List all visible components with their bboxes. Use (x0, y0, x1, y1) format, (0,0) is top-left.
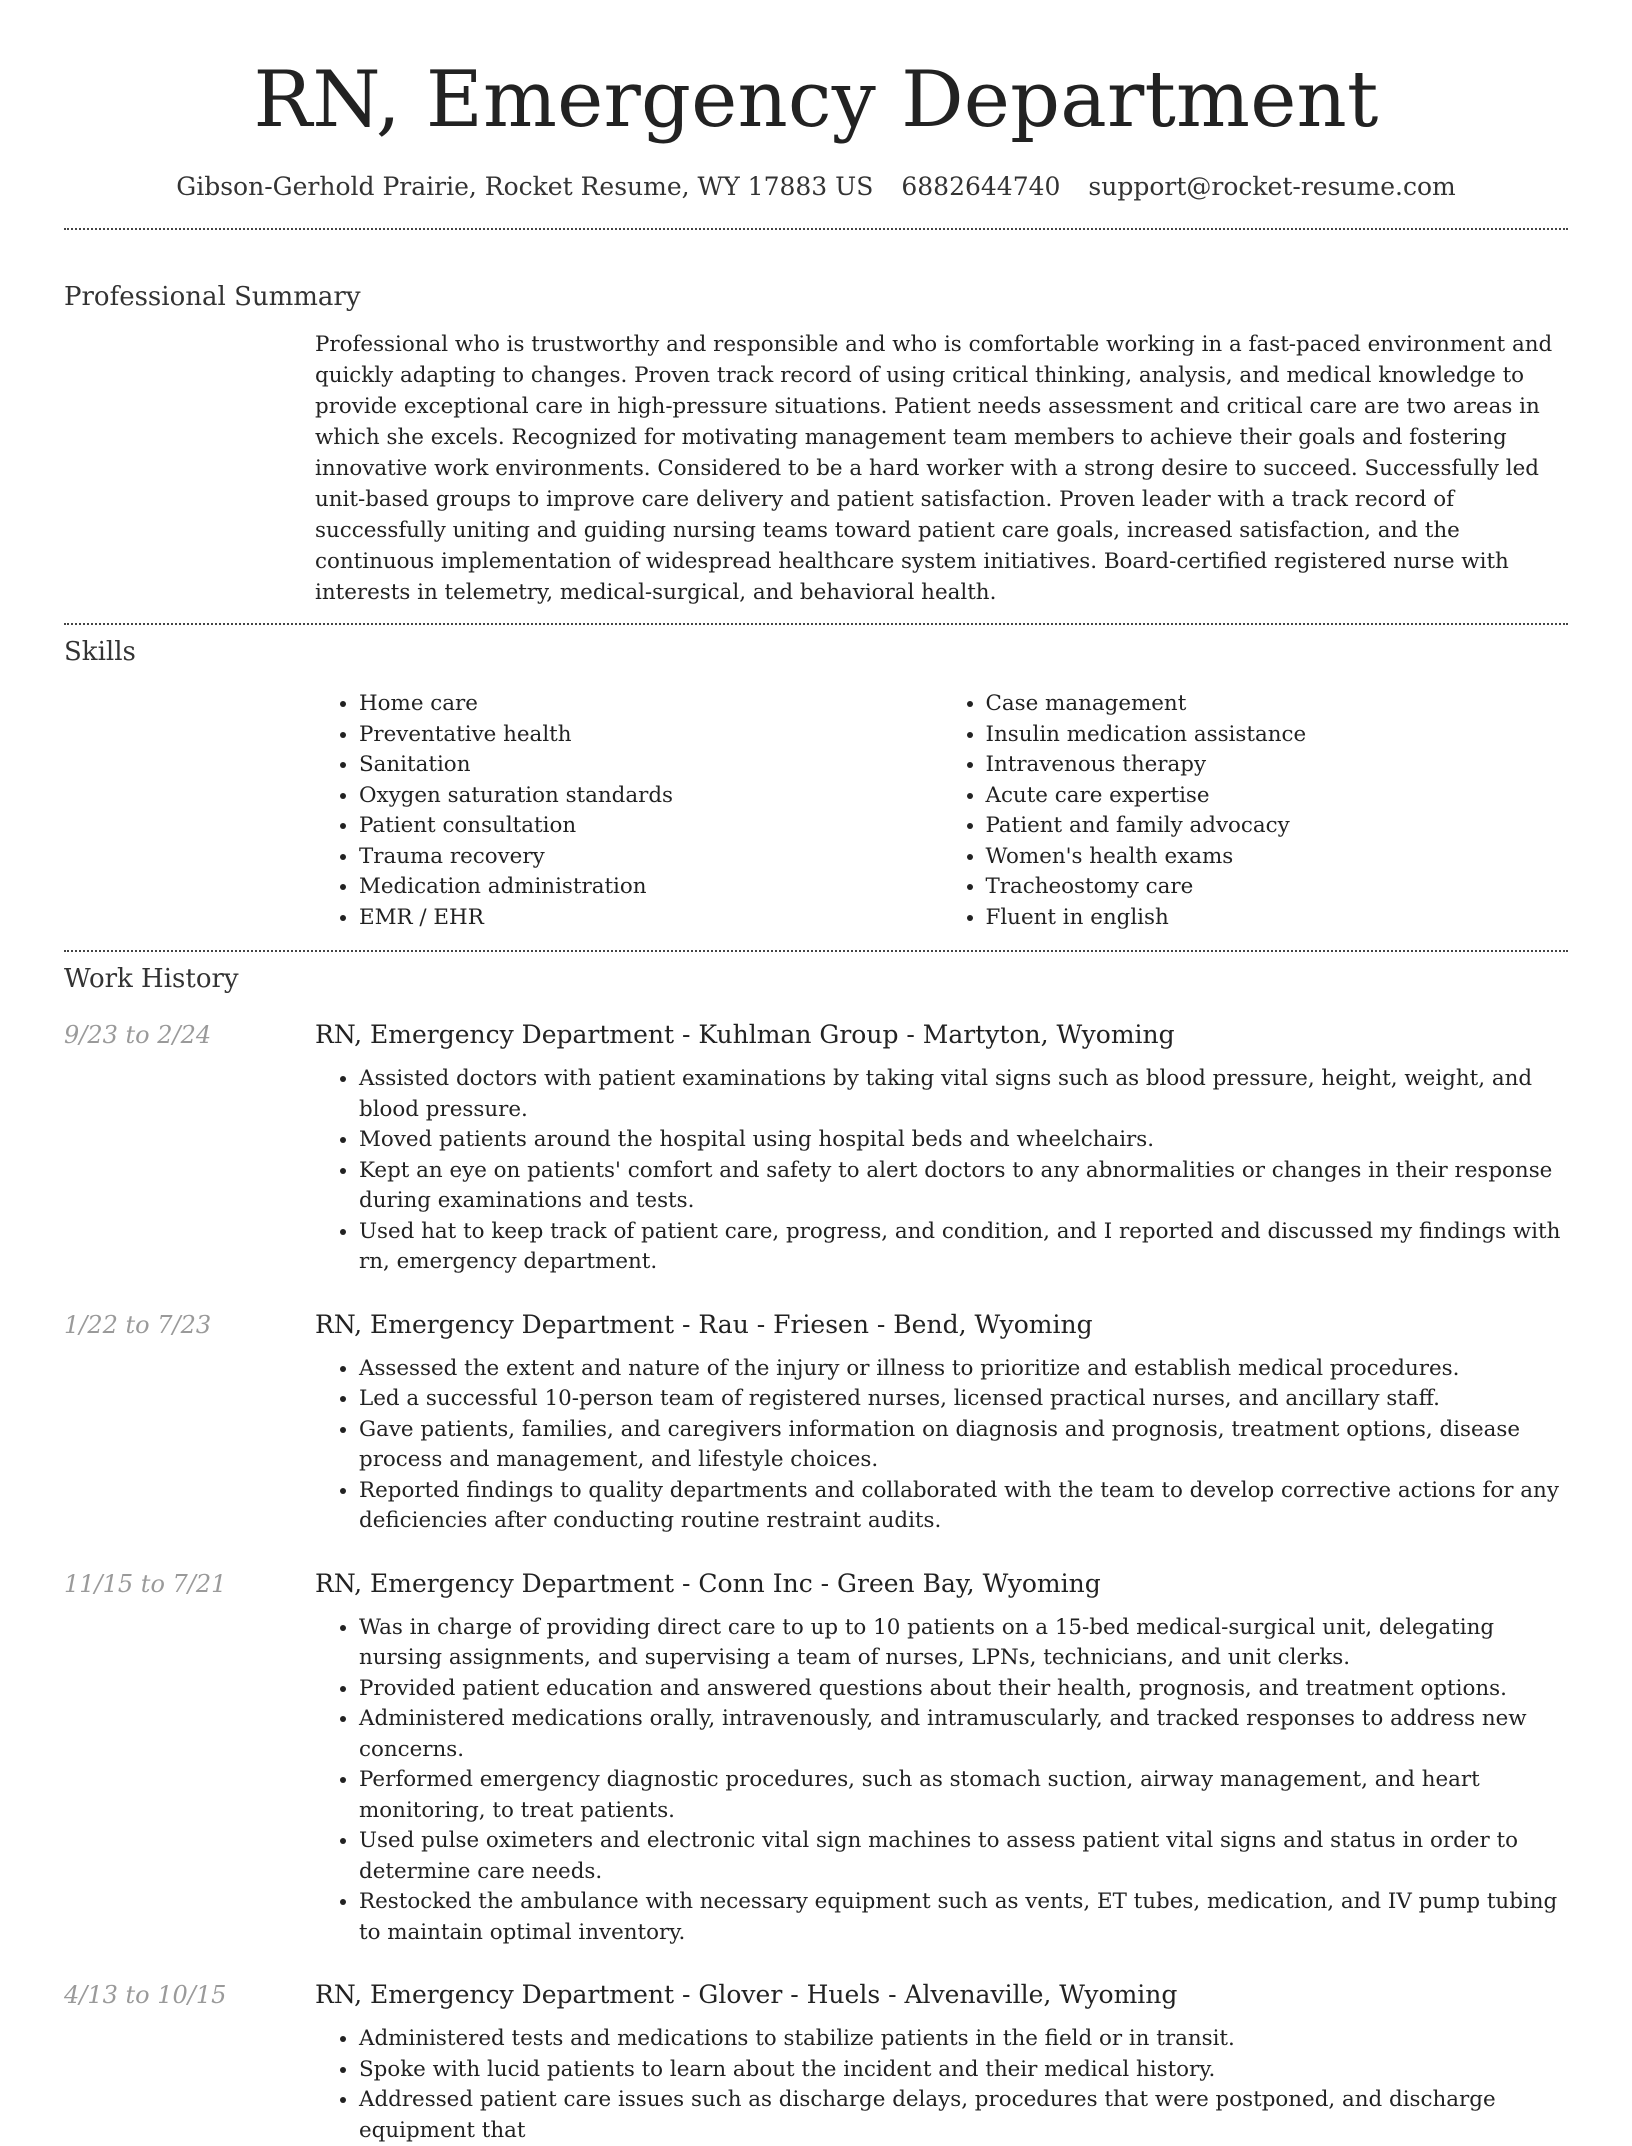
skills-right-list (942, 689, 1569, 933)
job-bullet: • Assisted doctors with patient examinations by taking vital signs such as blood pressure, height, weight, and blood pressure. (359, 1064, 1568, 1125)
skill-item: • Acute care expertise (986, 781, 1569, 812)
skill-item: • Medication administration (359, 872, 942, 903)
resume-name: RN, Emergency Department (253, 55, 1379, 145)
skill-item: • Home care (359, 689, 942, 720)
skills-left-list (315, 689, 942, 933)
contact-email[interactable]: support@rocket-resume.com (1088, 172, 1456, 201)
summary-text: Professional who is trustworthy and responsible and who is comfortable working in a fast-paced environment and quickly adapting to changes. Proven track record of using critical thinking, analysis, and medical knowledge to provide exceptional care in high-pressure situations. Patient needs assessment and critical care are two areas in which she excels. Recognized for motivating management team members to achieve their goals and fostering innovative work environments. Considered to be a hard worker with a strong desire to succeed. Successfully led unit-based groups to improve care delivery and patient satisfaction. Proven leader with a track record of successfully uniting and guiding nursing teams toward patient care goals, increased satisfaction, and the continuous implementation of widespread healthcare system initiatives. Board-certified registered nurse with interests in telemetry, medical-surgical, and behavioral health. (315, 332, 1553, 605)
job-dates: 4/13 to 10/15 (64, 1981, 227, 2009)
skills-title: Skills (64, 637, 136, 667)
resume-page (64, 0, 1568, 2146)
job-bullet: • Moved patients around the hospital using hospital beds and wheelchairs. (359, 1125, 1568, 1156)
job-bullet: • Used pulse oximeters and electronic vital sign machines to assess patient vital signs and status in order to determine care needs. (359, 1826, 1568, 1887)
skills-section (64, 625, 1568, 933)
job-entry (64, 1308, 1568, 1537)
contact-line (64, 170, 1568, 204)
skill-item: • Tracheostomy care (986, 872, 1569, 903)
skill-item: • Insulin medication assistance (986, 720, 1569, 751)
contact-phone: 6882644740 (901, 172, 1061, 201)
job-bullets (315, 1064, 1568, 1278)
job-bullets (315, 1613, 1568, 1949)
job-dates: 1/22 to 7/23 (64, 1310, 212, 1339)
job-bullet: • Provided patient education and answered questions about their health, prognosis, and treatment options. (359, 1674, 1568, 1705)
skill-item: • Intravenous therapy (986, 750, 1569, 781)
job-bullet: • Was in charge of providing direct care to up to 10 patients on a 15-bed medical-surgical unit, delegating nursing assignments, and supervising a team of nurses, LPNs, technicians, and unit clerks. (359, 1613, 1568, 1674)
job-bullet: • Performed emergency diagnostic procedures, such as stomach suction, airway management, and heart monitoring, to treat patients. (359, 1765, 1568, 1826)
job-title: RN, Emergency Department - Rau - Friesen - Bend, Wyoming (315, 1309, 1093, 1339)
job-bullet: • Administered medications orally, intravenously, and intramuscularly, and tracked responses to address new concerns. (359, 1704, 1568, 1765)
skill-item: • Preventative health (359, 720, 942, 751)
job-entry (64, 1018, 1568, 1278)
job-bullet: • Administered tests and medications to stabilize patients in the field or in transit. (359, 2024, 1568, 2055)
summary-body (315, 329, 1568, 608)
job-title: RN, Emergency Department - Glover - Huels - Alvenaville, Wyoming (315, 1980, 1178, 2009)
summary-section (64, 230, 1568, 608)
work-history-section (64, 952, 1568, 2146)
job-dates: 11/15 to 7/21 (64, 1569, 227, 1598)
job-bullet: • Restocked the ambulance with necessary equipment such as vents, ET tubes, medication, and IV pump tubing to maintain optimal inventory. (359, 1887, 1568, 1948)
skill-item: • Women's health exams (986, 842, 1569, 873)
job-entry (64, 1978, 1568, 2146)
job-bullets (315, 2024, 1568, 2146)
skill-item: • Patient consultation (359, 811, 942, 842)
skill-item: • Sanitation (359, 750, 942, 781)
job-dates: 9/23 to 2/24 (64, 1021, 212, 1049)
job-title: RN, Emergency Department - Conn Inc - Green Bay, Wyoming (315, 1568, 1101, 1598)
job-bullets (315, 1354, 1568, 1537)
resume-header (64, 0, 1568, 204)
job-bullet: • Reported findings to quality departments and collaborated with the team to develop corrective actions for any deficiencies after conducting routine restraint audits. (359, 1476, 1568, 1537)
skill-item: • Fluent in english (986, 903, 1569, 934)
job-bullet: • Used hat to keep track of patient care, progress, and condition, and I reported and discussed my findings with rn, emergency department. (359, 1217, 1568, 1278)
contact-address: Gibson-Gerhold Prairie, Rocket Resume, WY 17883 US (176, 172, 874, 201)
skill-item: • Patient and family advocacy (986, 811, 1569, 842)
skill-item: • EMR / EHR (359, 903, 942, 934)
job-title: RN, Emergency Department - Kuhlman Group - Martyton, Wyoming (315, 1020, 1175, 1049)
job-bullet: • Led a successful 10-person team of registered nurses, licensed practical nurses, and ancillary staff. (359, 1384, 1568, 1415)
job-bullet: • Addressed patient care issues such as discharge delays, procedures that were postponed, and discharge equipment that (359, 2085, 1568, 2146)
skill-item: • Trauma recovery (359, 842, 942, 873)
skill-item: • Case management (986, 689, 1569, 720)
job-bullet: • Gave patients, families, and caregivers information on diagnosis and prognosis, treatment options, disease process and management, and lifestyle choices. (359, 1415, 1568, 1476)
job-bullet: • Spoke with lucid patients to learn about the incident and their medical history. (359, 2055, 1568, 2086)
summary-title: Professional Summary (64, 282, 361, 312)
job-entry (64, 1567, 1568, 1949)
skill-item: • Oxygen saturation standards (359, 781, 942, 812)
job-bullet: • Assessed the extent and nature of the injury or illness to prioritize and establish medical procedures. (359, 1354, 1568, 1385)
work-history-title: Work History (64, 964, 239, 994)
skills-grid (315, 689, 1568, 933)
job-bullet: • Kept an eye on patients' comfort and safety to alert doctors to any abnormalities or changes in their response during examinations and tests. (359, 1156, 1568, 1217)
skills-body (315, 689, 1568, 933)
